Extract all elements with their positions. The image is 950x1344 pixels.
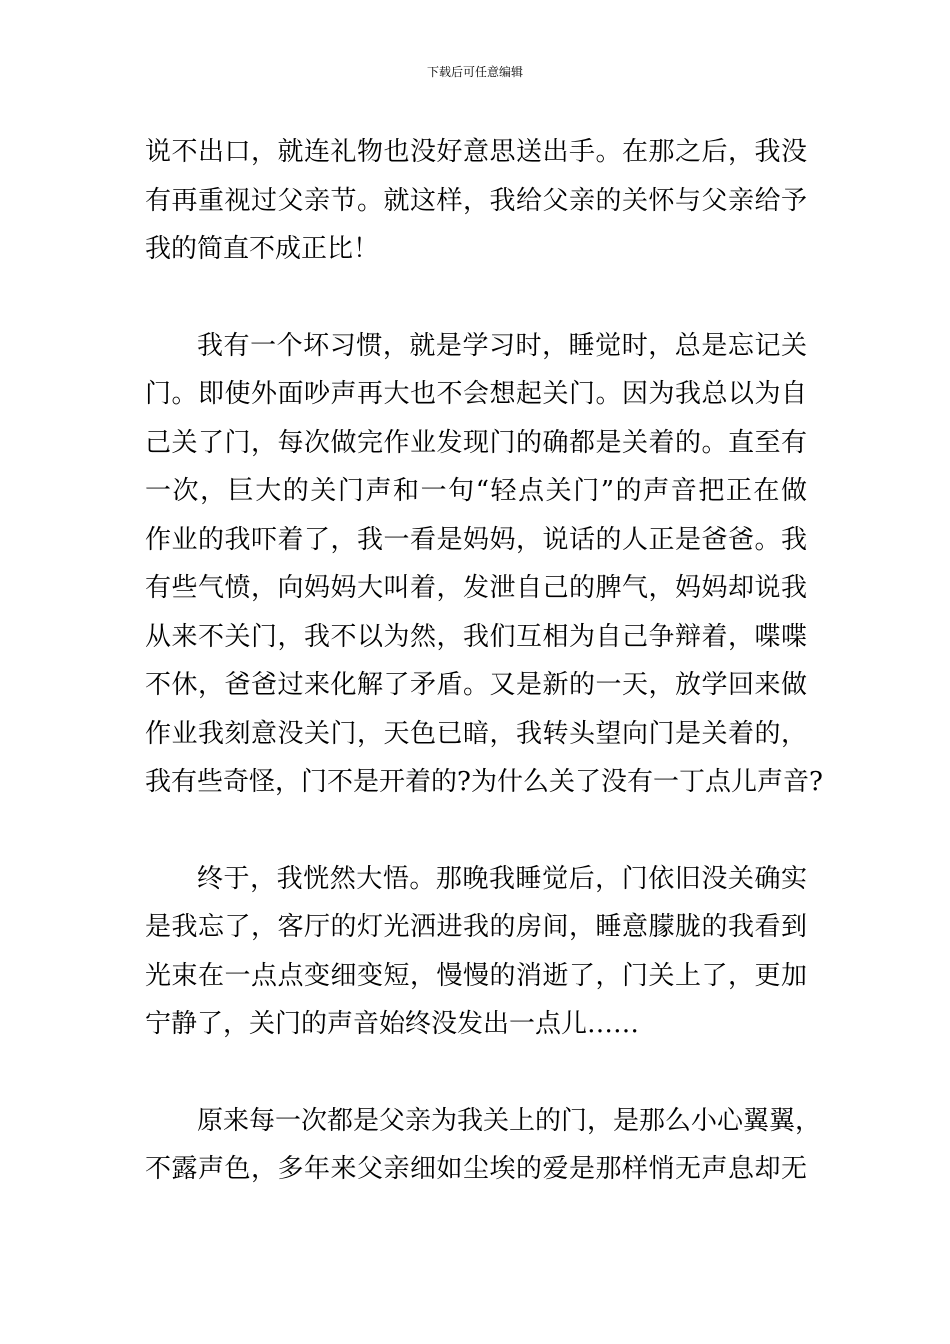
- paragraph-2: [145, 322, 823, 807]
- text-line: 有些气愤，向妈妈大叫着，发泄自己的脾气，妈妈却说我: [145, 573, 807, 603]
- text-line: 我的简直不成正比！: [145, 234, 380, 264]
- text-line: 一次，巨大的关门声和一句“轻点关门”的声音把正在做: [145, 476, 807, 506]
- paragraph-gap: [145, 1049, 807, 1097]
- paragraph-gap: [145, 274, 807, 322]
- text-line: 终于，我恍然大悟。那晚我睡觉后，门依旧没关确实: [197, 863, 807, 894]
- text-line: 己关了门，每次做完作业发现门的确都是关着的。直至有: [145, 427, 807, 458]
- text-line: 作业我刻意没关门，天色已暗，我转头望向门是关着的，: [145, 718, 807, 749]
- text-line: 原来每一次都是父亲为我关上的门，是那么小心翼翼，: [197, 1105, 822, 1136]
- text-line: 说不出口，就连礼物也没好意思送出手。在那之后，我没: [145, 137, 807, 167]
- text-line: 不休，爸爸过来化解了矛盾。又是新的一天，放学回来做: [145, 670, 807, 700]
- page-header: 下载后可任意编辑: [426, 65, 523, 79]
- text-line: 我有些奇怪，门不是开着的?为什么关了没有一丁点儿声音?: [145, 767, 823, 797]
- text-line: 不露声色，多年来父亲细如尘埃的爱是那样悄无声息却无: [145, 1154, 807, 1184]
- paragraph-4: [145, 1097, 822, 1194]
- text-line: 从来不关门，我不以为然，我们互相为自己争辩着，喋喋: [145, 621, 807, 652]
- paragraph-gap: [145, 807, 807, 855]
- text-line: 是我忘了，客厅的灯光洒进我的房间，睡意朦胧的我看到: [145, 912, 807, 942]
- paragraph-1: [145, 128, 807, 274]
- paragraph-3: [145, 855, 807, 1049]
- text-line: 有再重视过父亲节。就这样，我给父亲的关怀与父亲给予: [145, 185, 807, 216]
- text-line: 作业的我吓着了，我一看是妈妈，说话的人正是爸爸。我: [145, 524, 807, 555]
- document-body: [145, 128, 823, 1194]
- text-line: 光束在一点点变细变短，慢慢的消逝了，门关上了，更加: [145, 960, 807, 991]
- text-line: 门。即使外面吵声再大也不会想起关门。因为我总以为自: [145, 379, 807, 409]
- text-line: 宁静了，关门的声音始终没发出一点儿……: [145, 1009, 640, 1039]
- text-line: 我有一个坏习惯，就是学习时，睡觉时，总是忘记关: [197, 330, 807, 361]
